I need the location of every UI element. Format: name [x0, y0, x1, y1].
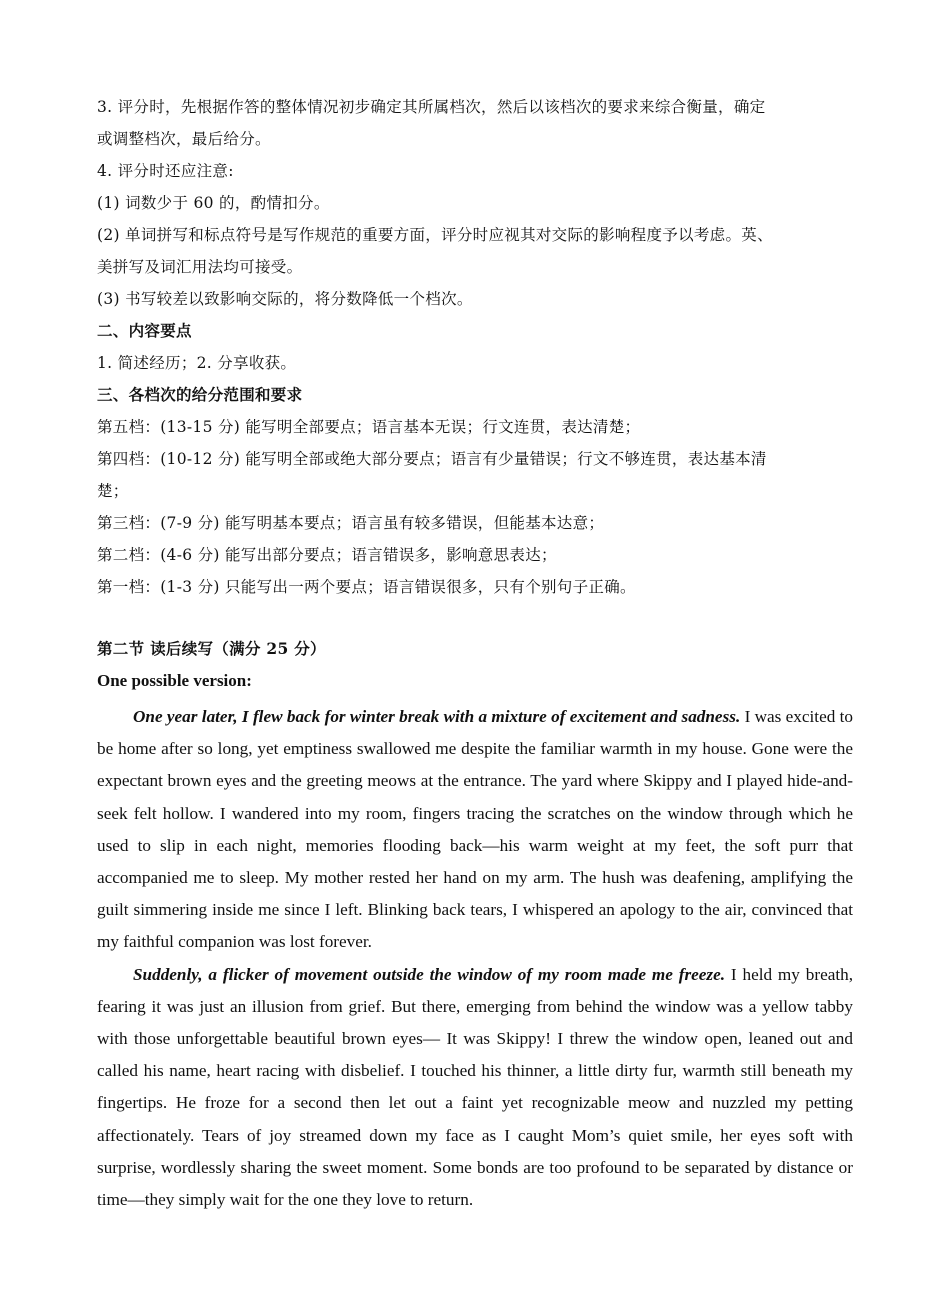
note-sub-3: (3) 书写较差以致影响交际的，将分数降低一个档次。	[97, 290, 473, 308]
grade-band-2: 第二档：(4-6 分) 能写出部分要点；语言错误多，影响意思表达；	[97, 546, 557, 564]
note-sub-2-line-1: (2) 单词拼写和标点符号是写作规范的重要方面，评分时应视其对交际的影响程度予以考虑。英、	[97, 226, 773, 244]
note-item-3	[97, 97, 853, 149]
scoring-notes	[97, 97, 853, 659]
essay-paragraph-2	[97, 959, 853, 1217]
note-item-3-line-2: 或调整档次，最后给分。	[97, 130, 271, 148]
section-spacer-2	[97, 619, 853, 639]
content-points-text: 1. 简述经历；2. 分享收获。	[97, 354, 297, 372]
grade-band-4-line-1: 第四档：(10-12 分) 能写明全部或绝大部分要点；语言有少量错误；行文不够连贯，表达基本清	[97, 450, 767, 468]
grade-band-1: 第一档：(1-3 分) 只能写出一两个要点；语言错误很多，只有个别句子正确。	[97, 578, 636, 596]
note-sub-2-line-2: 美拼写及词汇用法均可接受。	[97, 258, 303, 276]
grade-band-4	[97, 449, 853, 501]
grade-band-3: 第三档：(7-9 分) 能写明基本要点；语言虽有较多错误，但能基本达意；	[97, 514, 605, 532]
grade-bands-heading: 三、各档次的给分范围和要求	[97, 385, 303, 404]
content-points-heading: 二、内容要点	[97, 321, 192, 340]
document-page	[97, 97, 853, 1216]
paragraph-2-body: I held my breath, fearing it was just an illusion from grief. But there, emerging from behind the window was a yellow tabby with those unforgettable beautiful brown eyes— It was Skippy! I threw the window open, leaned out and called his name, heart racing with disbelief. I touched his thinner, a little dirty fur, warmth still beneath my fingertips. He froze for a second then let out a faint yet recognizable meow and nuzzled my petting affectionately. Tears of joy streamed down my face as I caught Mom’s quiet smile, her eyes soft with surprise, wordlessly sharing the sweet moment. Some bonds are too profound to be separated by distance or time—they simply wait for the one they love to return.	[97, 964, 853, 1210]
note-sub-1: (1) 词数少于 60 的，酌情扣分。	[97, 194, 330, 212]
note-item-4: 4. 评分时还应注意:	[97, 162, 234, 180]
note-sub-2	[97, 225, 853, 277]
version-label: One possible version:	[97, 671, 252, 690]
paragraph-1-body: I was excited to be home after so long, yet emptiness swallowed me despite the familiar warmth in my house. Gone were the expectant brown eyes and the greeting meows at the entrance. The yard where Skippy and I played hide-and-seek felt hollow. I wandered into my room, fingers tracing the scratches on the window through which he used to slip in each night, memories flooding back—his warm weight at my feet, the soft purr that accompanied me to sleep. My mother rested her hand on my arm. The hush was deafening, amplifying the guilt simmering inside me since I left. Blinking back tears, I whispered an apology to the air, convinced that my faithful companion was lost forever.	[97, 707, 853, 952]
paragraph-1-lead-sentence: One year later, I flew back for winter break with a mixture of excitement and sadness.	[133, 707, 741, 726]
section-2-heading: 第二节 读后续写（满分 25 分）	[97, 639, 326, 658]
grade-band-5: 第五档：(13-15 分) 能写明全部要点；语言基本无误；行文连贯，表达清楚；	[97, 418, 641, 436]
essay-paragraph-1	[97, 701, 853, 959]
section-spacer	[97, 597, 853, 619]
grade-band-4-line-2: 楚；	[97, 482, 129, 500]
paragraph-2-lead-sentence: Suddenly, a flicker of movement outside the window of my room made me freeze.	[133, 964, 726, 984]
note-item-3-line-1: 3. 评分时，先根据作答的整体情况初步确定其所属档次，然后以该档次的要求来综合衡量，确定	[97, 98, 766, 116]
